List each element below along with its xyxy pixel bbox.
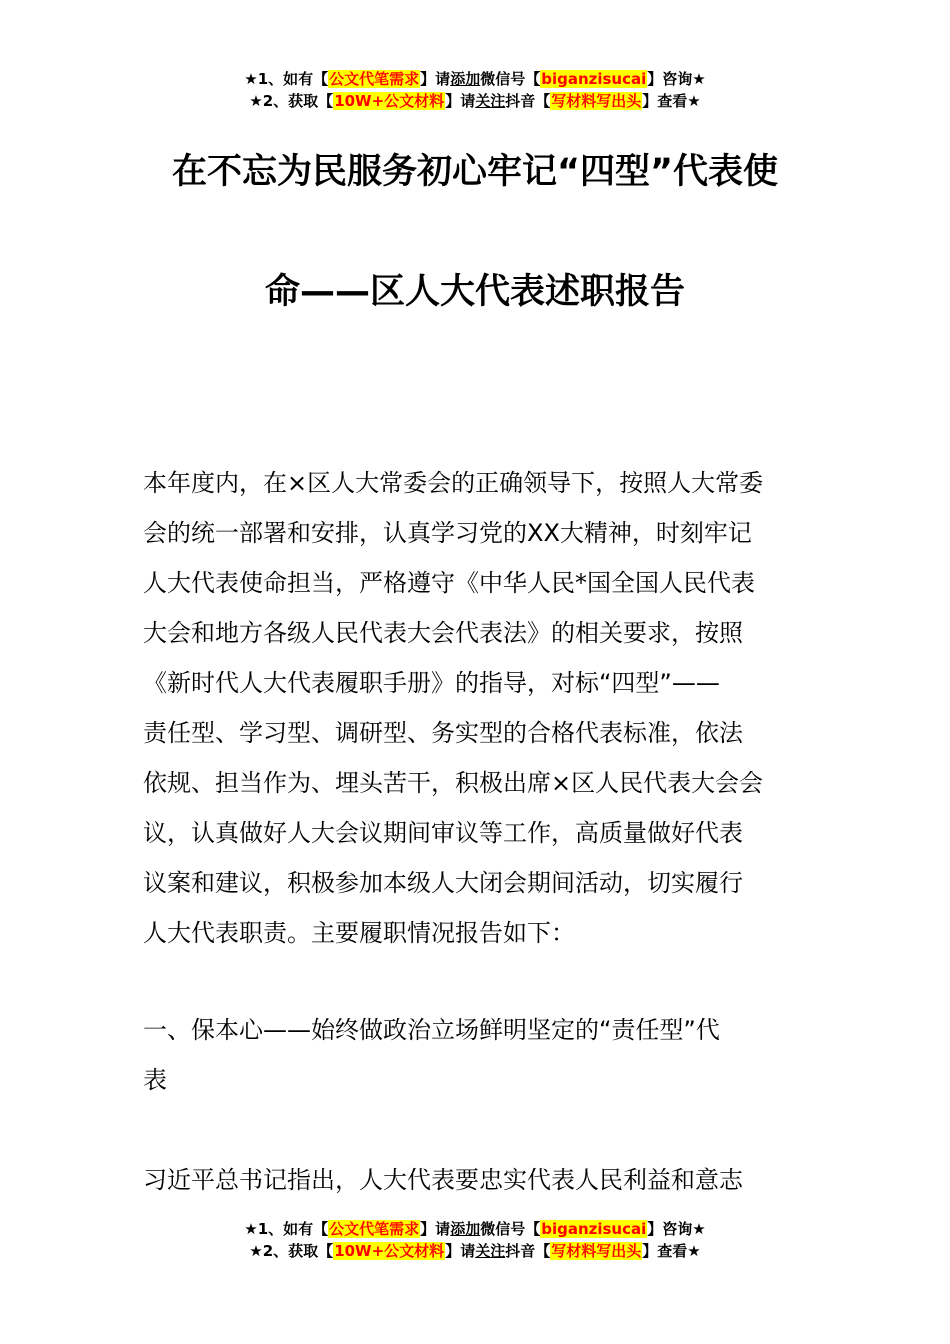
banner-underline: 添加 [450, 1220, 481, 1238]
banner-highlight: biganzisucai [541, 70, 647, 88]
banner-text: 】咨询★ [647, 1220, 706, 1238]
banner-text: 抖音【 [505, 92, 551, 110]
banner-line-1 [0, 1218, 950, 1240]
heading-line: 表 [143, 1066, 167, 1094]
banner-underline: 关注 [475, 92, 506, 110]
banner-text: 微信号【 [480, 70, 541, 88]
banner-highlight: 公文代笔需求 [329, 1220, 420, 1238]
paragraph-line: 会的统一部署和安排，认真学习党的XX大精神，时刻牢记 [143, 519, 752, 547]
banner-highlight: 写材料写出头 [551, 1242, 642, 1260]
paragraph-line: 责任型、学习型、调研型、务实型的合格代表标准，依法 [143, 719, 743, 747]
banner-text: ★1、如有【 [244, 1220, 329, 1238]
banner-line-1 [0, 68, 950, 90]
banner-underline: 添加 [450, 70, 481, 88]
paragraph-2 [143, 1155, 807, 1205]
banner-underline: 关注 [475, 1242, 506, 1260]
header-banner [0, 68, 950, 112]
banner-text: 】查看★ [642, 92, 701, 110]
banner-text: 微信号【 [480, 1220, 541, 1238]
paragraph-line: 依规、担当作为、埋头苦干，积极出席×区人民代表大会会 [143, 769, 764, 797]
paragraph-line: 大会和地方各级人民代表大会代表法》的相关要求，按照 [143, 619, 743, 647]
banner-text: 】查看★ [642, 1242, 701, 1260]
footer-banner [0, 1218, 950, 1262]
banner-text: ★2、获取【 [249, 92, 334, 110]
banner-highlight: biganzisucai [541, 1220, 647, 1238]
section-heading-1 [143, 1005, 807, 1105]
banner-text: ★2、获取【 [249, 1242, 334, 1260]
banner-highlight: 10W+公文材料 [334, 1242, 445, 1260]
paragraph-line: 习近平总书记指出，人大代表要忠实代表人民利益和意志 [143, 1166, 743, 1194]
banner-text: 】咨询★ [647, 70, 706, 88]
paragraph-line: 人大代表使命担当，严格遵守《中华人民*国全国人民代表 [143, 569, 755, 597]
banner-line-2 [0, 90, 950, 112]
paragraph-line: 本年度内，在×区人大常委会的正确领导下，按照人大常委 [143, 469, 764, 497]
paragraph-line: 《新时代人大代表履职手册》的指导，对标“四型”—— [143, 669, 720, 697]
banner-highlight: 写材料写出头 [551, 92, 642, 110]
document-title-line-2: 命——区人大代表述职报告 [264, 272, 685, 312]
banner-text: ★1、如有【 [244, 70, 329, 88]
banner-text: 抖音【 [505, 1242, 551, 1260]
banner-line-2 [0, 1240, 950, 1262]
paragraph-line: 议，认真做好人大会议期间审议等工作，高质量做好代表 [143, 819, 743, 847]
banner-text: 】请 [420, 70, 451, 88]
banner-text: 】请 [445, 1242, 476, 1260]
banner-text: 】请 [445, 92, 476, 110]
banner-text: 】请 [420, 1220, 451, 1238]
heading-line: 一、保本心——始终做政治立场鲜明坚定的“责任型”代 [143, 1016, 720, 1044]
paragraph-line: 议案和建议，积极参加本级人大闭会期间活动，切实履行 [143, 869, 743, 897]
banner-highlight: 10W+公文材料 [334, 92, 445, 110]
paragraph-intro [143, 458, 807, 958]
document-title-line-1: 在不忘为民服务初心牢记“四型”代表使 [171, 152, 778, 192]
paragraph-line: 人大代表职责。主要履职情况报告如下： [143, 919, 575, 947]
banner-highlight: 公文代笔需求 [329, 70, 420, 88]
